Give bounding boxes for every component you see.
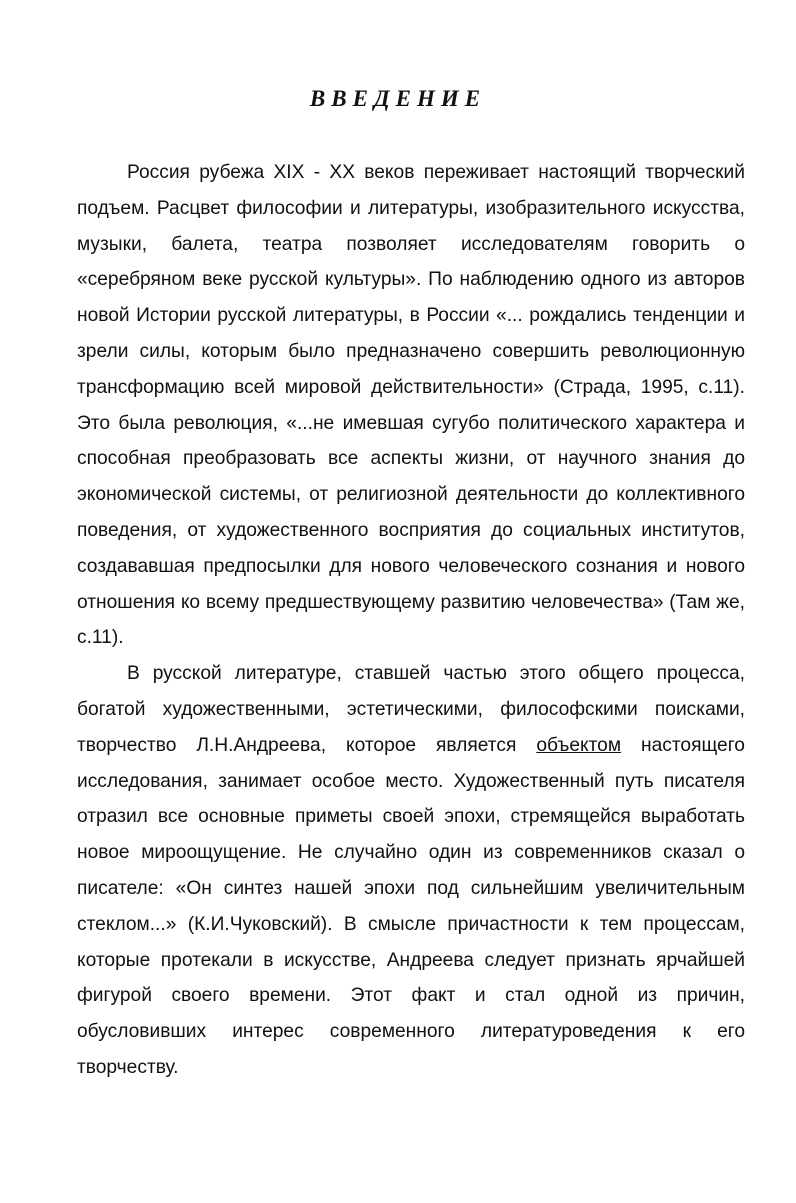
paragraph-2 bbox=[77, 656, 745, 1086]
paragraph-2-rest: настоящего исследования, занимает особое место. Художественный путь писателя отразил все основные приметы своей эпохи, стремящейся выработать новое мироощущение. Не случайно один из современников сказал о писателе: «Он синтез нашей эпохи под сильнейшим увеличительным стеклом...» (К.И.Чуковский). В смысле причастности к тем процессам, которые протекали в искусстве, Андреева следует признать ярчайшей фигурой своего времени. Этот факт и стал одной из причин, обусловивших интерес современного литературоведения к его творчеству. bbox=[77, 734, 745, 1078]
paragraph-1: Россия рубежа XIX - XX веков переживает настоящий творческий подъем. Расцвет философии и литературы, изобразительного искусства, музыки, балета, театра позволяет исследователям говорить о «серебряном веке русской культуры». По наблюдению одного из авторов новой Истории русской литературы, в России «... рождались тенденции и зрели силы, которым было предназначено совершить революционную трансформацию всей мировой действительности» (Страда, 1995, с.11). Это была революция, «...не имевшая сугубо политического характера и способная преобразовать все аспекты жизни, от научного знания до экономической системы, от религиозной деятельности до коллективного поведения, от художественного восприятия до социальных институтов, создававшая предпосылки для нового человеческого сознания и нового отношения ко всему предшествующему развитию человечества» (Там же, с.11). bbox=[77, 162, 745, 649]
page-title: ВВЕДЕНИЕ bbox=[309, 86, 487, 111]
paragraph-2-intro: В русской литературе, ставшей частью этого общего процесса, богатой художественными, эстетическими, философскими поисками, творчество Л.Н.Андреева, которое является bbox=[77, 663, 745, 756]
underlined-term: объектом bbox=[536, 734, 622, 756]
body-text bbox=[77, 155, 745, 1086]
